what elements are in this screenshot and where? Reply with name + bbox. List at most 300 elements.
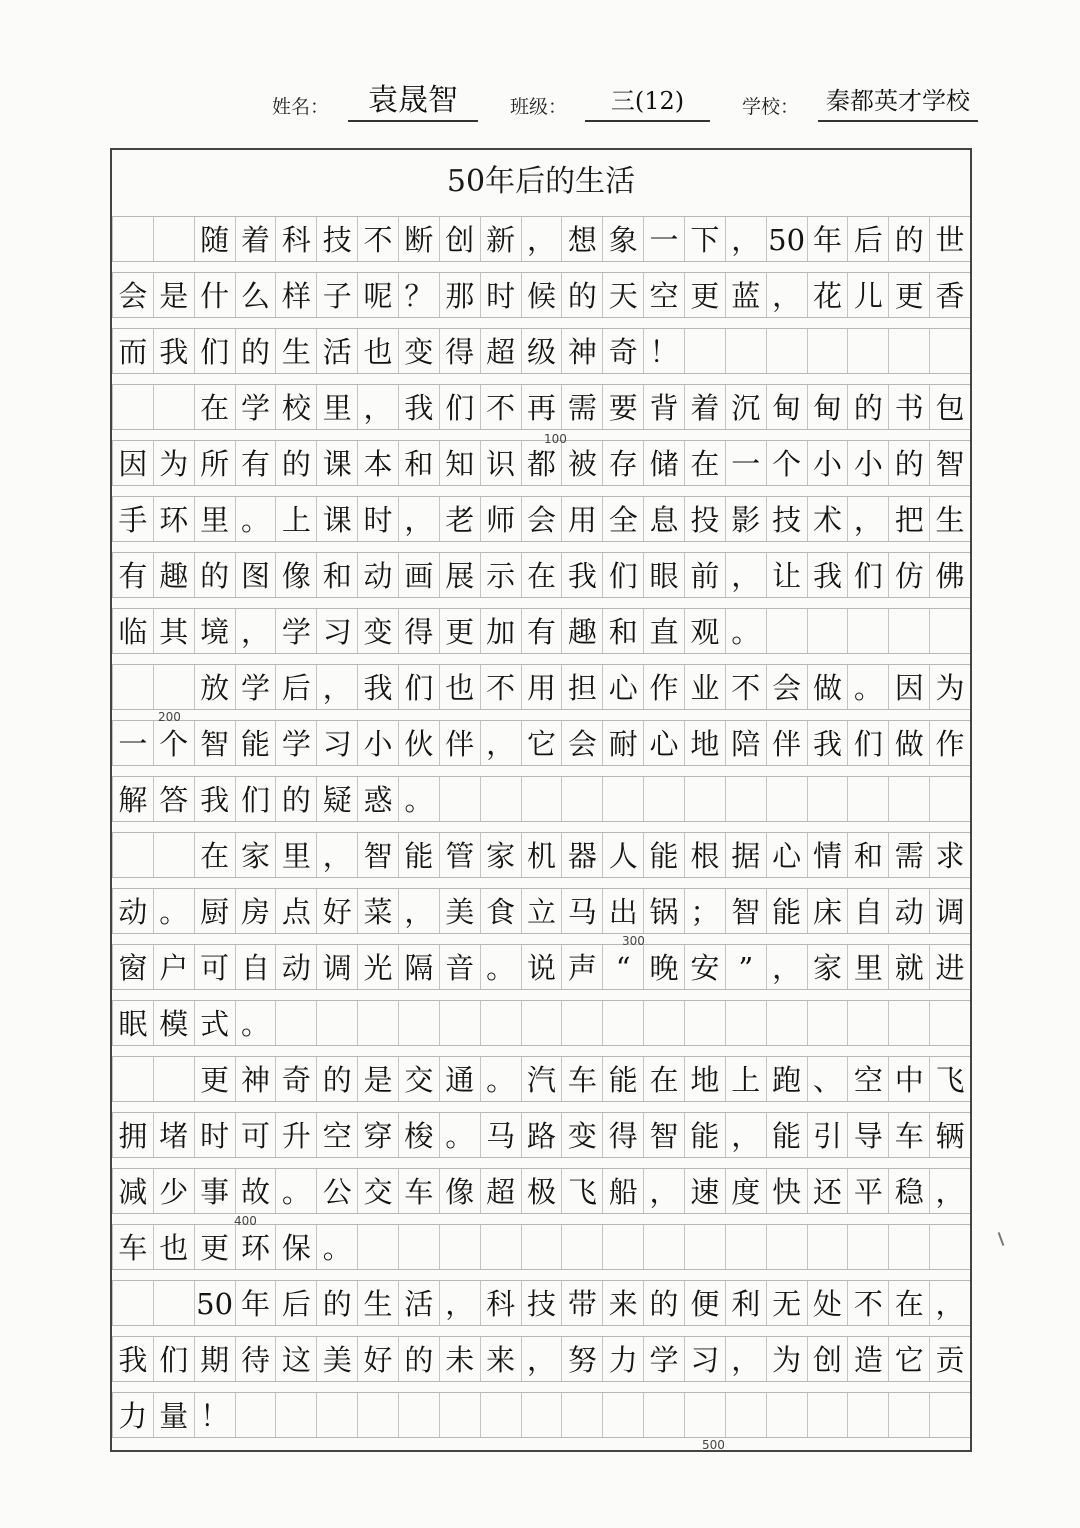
essay-line xyxy=(112,1056,970,1102)
grid-cell: 全 xyxy=(602,497,643,541)
grid-cell: 来 xyxy=(602,1281,643,1325)
grid-cell xyxy=(847,329,888,373)
grid-cell: 眠 xyxy=(112,1001,153,1045)
grid-cell: 。 xyxy=(480,945,521,989)
grid-cell xyxy=(766,609,807,653)
grid-cell: 能 xyxy=(235,721,276,765)
grid-cell: 神 xyxy=(561,329,602,373)
grid-cell: ？ xyxy=(398,273,439,317)
essay-line xyxy=(112,552,970,598)
grid-cell xyxy=(888,1393,929,1437)
essay-line xyxy=(112,1392,970,1438)
grid-cell: 也 xyxy=(439,665,480,709)
grid-cell: 我 xyxy=(153,329,194,373)
grid-cell xyxy=(153,1057,194,1101)
grid-cell: 自 xyxy=(235,945,276,989)
essay-line xyxy=(112,776,970,822)
grid-cell: 心 xyxy=(643,721,684,765)
grid-cell: 前 xyxy=(684,553,725,597)
grid-cell: 呢 xyxy=(357,273,398,317)
grid-cell: 科 xyxy=(480,1281,521,1325)
grid-cell xyxy=(357,1393,398,1437)
grid-cell: 和 xyxy=(316,553,357,597)
grid-cell: 储 xyxy=(643,441,684,485)
grid-cell: 智 xyxy=(643,1113,684,1157)
grid-cell: 包 xyxy=(929,385,970,429)
grid-cell: 汽 xyxy=(521,1057,562,1101)
grid-cell: 的 xyxy=(194,553,235,597)
essay-line xyxy=(112,216,970,262)
grid-cell: 的 xyxy=(888,441,929,485)
grid-cell: 贡 xyxy=(929,1337,970,1381)
grid-cell: 变 xyxy=(398,329,439,373)
grid-cell: 断 xyxy=(398,217,439,261)
grid-cell: 超 xyxy=(480,329,521,373)
grid-cell: 候 xyxy=(521,273,562,317)
grid-cell: 待 xyxy=(235,1337,276,1381)
grid-cell: 交 xyxy=(398,1057,439,1101)
grid-cell: 在 xyxy=(194,833,235,877)
grid-cell: ！ xyxy=(194,1393,235,1437)
grid-cell: 求 xyxy=(929,833,970,877)
grid-cell: 个 xyxy=(153,721,194,765)
grid-cell: 堵 xyxy=(153,1113,194,1157)
grid-cell: 书 xyxy=(888,385,929,429)
grid-cell: 厨 xyxy=(194,889,235,933)
grid-cell: 级 xyxy=(521,329,562,373)
grid-cell: 们 xyxy=(153,1337,194,1381)
grid-cell: 辆 xyxy=(929,1113,970,1157)
grid-cell: 的 xyxy=(888,217,929,261)
grid-cell xyxy=(153,385,194,429)
grid-cell xyxy=(439,777,480,821)
grid-cell: 生 xyxy=(929,497,970,541)
word-count-marker: 200 xyxy=(158,710,181,724)
grid-cell: 人 xyxy=(602,833,643,877)
grid-cell: 伙 xyxy=(398,721,439,765)
grid-cell: 。 xyxy=(480,1057,521,1101)
grid-cell: 和 xyxy=(602,609,643,653)
grid-cell: 奇 xyxy=(275,1057,316,1101)
grid-cell xyxy=(316,1001,357,1045)
grid-cell: 光 xyxy=(357,945,398,989)
grid-cell: 学 xyxy=(275,609,316,653)
essay-line xyxy=(112,608,970,654)
grid-cell: 造 xyxy=(847,1337,888,1381)
grid-cell xyxy=(888,609,929,653)
essay-line xyxy=(112,440,970,486)
grid-cell: 点 xyxy=(275,889,316,933)
grid-cell: 稳 xyxy=(888,1169,929,1213)
grid-cell: ， xyxy=(725,1113,766,1157)
grid-cell: “ xyxy=(602,945,643,989)
essay-line xyxy=(112,1336,970,1382)
grid-cell: 。 xyxy=(316,1225,357,1269)
grid-cell: 知 xyxy=(439,441,480,485)
grid-cell: 是 xyxy=(357,1057,398,1101)
grid-cell: 象 xyxy=(602,217,643,261)
grid-cell: 马 xyxy=(480,1113,521,1157)
grid-cell: 们 xyxy=(235,777,276,821)
grid-cell: 船 xyxy=(602,1169,643,1213)
grid-cell: 用 xyxy=(521,665,562,709)
grid-cell: 窗 xyxy=(112,945,153,989)
grid-cell: 存 xyxy=(602,441,643,485)
grid-cell: 时 xyxy=(357,497,398,541)
grid-cell: 答 xyxy=(153,777,194,821)
grid-cell: 画 xyxy=(398,553,439,597)
grid-cell: 奇 xyxy=(602,329,643,373)
grid-cell: 音 xyxy=(439,945,480,989)
grid-cell: 着 xyxy=(235,217,276,261)
grid-cell: 学 xyxy=(235,385,276,429)
grid-cell: 让 xyxy=(766,553,807,597)
grid-cell: 小 xyxy=(357,721,398,765)
grid-cell xyxy=(684,1393,725,1437)
grid-cell: 其 xyxy=(153,609,194,653)
grid-cell: 更 xyxy=(684,273,725,317)
grid-cell: 我 xyxy=(112,1337,153,1381)
grid-cell xyxy=(153,217,194,261)
grid-cell: 而 xyxy=(112,329,153,373)
grid-cell: 。 xyxy=(398,777,439,821)
grid-cell: 技 xyxy=(766,497,807,541)
grid-cell: 们 xyxy=(398,665,439,709)
grid-cell: 50 xyxy=(766,217,807,261)
grid-cell xyxy=(561,777,602,821)
grid-cell: ， xyxy=(357,385,398,429)
grid-cell: 在 xyxy=(684,441,725,485)
grid-cell: 环 xyxy=(235,1225,276,1269)
grid-cell: 佛 xyxy=(929,553,970,597)
grid-cell: 有 xyxy=(235,441,276,485)
grid-cell: 。 xyxy=(153,889,194,933)
school-label: 学校： xyxy=(742,96,800,118)
grid-cell xyxy=(643,777,684,821)
grid-cell: 做 xyxy=(888,721,929,765)
grid-cell: 趣 xyxy=(153,553,194,597)
grid-cell xyxy=(766,1225,807,1269)
grid-cell: 器 xyxy=(561,833,602,877)
grid-cell: 得 xyxy=(398,609,439,653)
grid-cell: 中 xyxy=(888,1057,929,1101)
grid-cell: 地 xyxy=(684,721,725,765)
grid-cell: 也 xyxy=(153,1225,194,1269)
grid-cell: 拥 xyxy=(112,1113,153,1157)
grid-cell xyxy=(847,777,888,821)
grid-cell xyxy=(521,1001,562,1045)
grid-cell: 安 xyxy=(684,945,725,989)
essay-line xyxy=(112,328,970,374)
grid-cell: 我 xyxy=(807,553,848,597)
grid-cell: 的 xyxy=(398,1337,439,1381)
grid-cell: 香 xyxy=(929,273,970,317)
grid-cell xyxy=(112,833,153,877)
grid-cell: 们 xyxy=(847,553,888,597)
grid-cell: 想 xyxy=(561,217,602,261)
grid-cell xyxy=(480,1393,521,1437)
grid-cell: 们 xyxy=(602,553,643,597)
grid-cell: 们 xyxy=(847,721,888,765)
essay-line xyxy=(112,888,970,934)
grid-cell: 下 xyxy=(684,217,725,261)
grid-cell xyxy=(643,1225,684,1269)
grid-cell: 不 xyxy=(725,665,766,709)
grid-cell: 里 xyxy=(275,833,316,877)
grid-cell: 技 xyxy=(521,1281,562,1325)
grid-cell xyxy=(275,1393,316,1437)
essay-line xyxy=(112,1224,970,1270)
grid-cell xyxy=(561,1001,602,1045)
grid-cell: 不 xyxy=(480,665,521,709)
grid-cell: 动 xyxy=(357,553,398,597)
grid-cell xyxy=(807,1225,848,1269)
grid-cell: 事 xyxy=(194,1169,235,1213)
grid-cell: 能 xyxy=(643,833,684,877)
grid-cell: 为 xyxy=(153,441,194,485)
grid-cell: 能 xyxy=(766,1113,807,1157)
grid-cell: 可 xyxy=(235,1113,276,1157)
grid-cell: ， xyxy=(316,833,357,877)
grid-cell: 会 xyxy=(521,497,562,541)
grid-cell: 有 xyxy=(112,553,153,597)
grid-cell xyxy=(521,1393,562,1437)
grid-cell: 管 xyxy=(439,833,480,877)
grid-cell: 平 xyxy=(847,1169,888,1213)
name-label: 姓名： xyxy=(272,96,330,118)
grid-cell: 学 xyxy=(275,721,316,765)
grid-cell xyxy=(807,777,848,821)
grid-cell: 美 xyxy=(316,1337,357,1381)
grid-cell: 根 xyxy=(684,833,725,877)
grid-cell: 房 xyxy=(235,889,276,933)
grid-cell: 年 xyxy=(807,217,848,261)
grid-cell: 活 xyxy=(316,329,357,373)
grid-cell: 的 xyxy=(316,1057,357,1101)
grid-cell: 像 xyxy=(439,1169,480,1213)
grid-cell: ， xyxy=(398,497,439,541)
grid-cell: 家 xyxy=(807,945,848,989)
grid-cell: 出 xyxy=(602,889,643,933)
grid-cell: 的 xyxy=(847,385,888,429)
grid-cell: 里 xyxy=(316,385,357,429)
grid-cell xyxy=(439,1001,480,1045)
grid-cell: 声 xyxy=(561,945,602,989)
grid-cell xyxy=(725,329,766,373)
grid-cell: ， xyxy=(929,1281,970,1325)
grid-cell: 智 xyxy=(194,721,235,765)
grid-cell: 陪 xyxy=(725,721,766,765)
essay-line xyxy=(112,1000,970,1046)
grid-cell: ！ xyxy=(643,329,684,373)
grid-cell: 的 xyxy=(235,329,276,373)
grid-cell: 我 xyxy=(194,777,235,821)
grid-cell: 天 xyxy=(602,273,643,317)
grid-cell: 菜 xyxy=(357,889,398,933)
grid-cell: 。 xyxy=(725,609,766,653)
grid-cell: ， xyxy=(766,273,807,317)
grid-cell: 速 xyxy=(684,1169,725,1213)
grid-cell: 在 xyxy=(888,1281,929,1325)
grid-cell: 就 xyxy=(888,945,929,989)
grid-cell xyxy=(929,1001,970,1045)
grid-cell: 疑 xyxy=(316,777,357,821)
grid-cell: ； xyxy=(684,889,725,933)
grid-cell xyxy=(807,329,848,373)
grid-cell: 力 xyxy=(602,1337,643,1381)
grid-cell: 习 xyxy=(684,1337,725,1381)
grid-cell: 什 xyxy=(194,273,235,317)
grid-cell xyxy=(725,777,766,821)
grid-cell: 家 xyxy=(480,833,521,877)
grid-cell xyxy=(480,1001,521,1045)
grid-cell: 的 xyxy=(316,1281,357,1325)
grid-cell: 动 xyxy=(888,889,929,933)
grid-cell: 再 xyxy=(521,385,562,429)
grid-cell xyxy=(357,1001,398,1045)
essay-title: 50年后的生活 xyxy=(446,164,636,199)
essay-line xyxy=(112,1168,970,1214)
grid-cell: ， xyxy=(235,609,276,653)
grid-cell: 创 xyxy=(807,1337,848,1381)
grid-cell xyxy=(480,777,521,821)
grid-cell: 调 xyxy=(316,945,357,989)
grid-cell xyxy=(561,1225,602,1269)
grid-cell: 趣 xyxy=(561,609,602,653)
grid-cell: 更 xyxy=(888,273,929,317)
grid-cell: 车 xyxy=(112,1225,153,1269)
grid-cell: 我 xyxy=(807,721,848,765)
composition-sheet xyxy=(110,148,972,1452)
grid-cell: 力 xyxy=(112,1393,153,1437)
grid-cell: 小 xyxy=(847,441,888,485)
grid-cell xyxy=(929,609,970,653)
grid-cell: 引 xyxy=(807,1113,848,1157)
grid-cell: 处 xyxy=(807,1281,848,1325)
grid-cell: 家 xyxy=(235,833,276,877)
grid-cell: 生 xyxy=(275,329,316,373)
grid-cell: 甸 xyxy=(766,385,807,429)
grid-cell: 期 xyxy=(194,1337,235,1381)
grid-cell: 进 xyxy=(929,945,970,989)
grid-cell xyxy=(235,1393,276,1437)
essay-line xyxy=(112,1112,970,1158)
grid-cell: ， xyxy=(725,1337,766,1381)
grid-cell: 识 xyxy=(480,441,521,485)
grid-cell xyxy=(602,1001,643,1045)
grid-cell: 惑 xyxy=(357,777,398,821)
grid-cell: 说 xyxy=(521,945,562,989)
grid-cell: 。 xyxy=(275,1169,316,1213)
grid-cell: 它 xyxy=(888,1337,929,1381)
grid-cell: 眼 xyxy=(643,553,684,597)
grid-cell: 便 xyxy=(684,1281,725,1325)
grid-cell: 观 xyxy=(684,609,725,653)
grid-cell: 作 xyxy=(929,721,970,765)
grid-cell: 作 xyxy=(643,665,684,709)
grid-cell xyxy=(112,385,153,429)
grid-cell xyxy=(480,1225,521,1269)
grid-cell: 的 xyxy=(275,777,316,821)
grid-cell: 动 xyxy=(112,889,153,933)
grid-cell xyxy=(929,1393,970,1437)
grid-cell xyxy=(439,1225,480,1269)
grid-cell: 食 xyxy=(480,889,521,933)
grid-cell: 习 xyxy=(316,721,357,765)
grid-cell: 更 xyxy=(194,1057,235,1101)
grid-cell xyxy=(275,1001,316,1045)
grid-cell: 会 xyxy=(112,273,153,317)
essay-line xyxy=(112,384,970,430)
grid-cell: 式 xyxy=(194,1001,235,1045)
grid-cell: 车 xyxy=(561,1057,602,1101)
grid-cell: 创 xyxy=(439,217,480,261)
grid-cell: 投 xyxy=(684,497,725,541)
grid-cell: 快 xyxy=(766,1169,807,1213)
grid-cell: ， xyxy=(521,1337,562,1381)
header xyxy=(0,78,1080,128)
grid-cell: ， xyxy=(766,945,807,989)
grid-cell xyxy=(112,217,153,261)
grid-cell: 示 xyxy=(480,553,521,597)
grid-cell: ， xyxy=(643,1169,684,1213)
grid-cell xyxy=(888,777,929,821)
grid-cell: 环 xyxy=(153,497,194,541)
grid-cell: 伴 xyxy=(439,721,480,765)
grid-cell: 户 xyxy=(153,945,194,989)
essay-line xyxy=(112,272,970,318)
grid-cell: 神 xyxy=(235,1057,276,1101)
grid-cell: 故 xyxy=(235,1169,276,1213)
grid-cell: 术 xyxy=(807,497,848,541)
grid-cell: 智 xyxy=(929,441,970,485)
grid-cell xyxy=(398,1001,439,1045)
grid-cell: 能 xyxy=(398,833,439,877)
grid-cell: 不 xyxy=(357,217,398,261)
grid-cell: ， xyxy=(521,217,562,261)
word-count-marker: 300 xyxy=(622,934,645,948)
grid-cell: 的 xyxy=(275,441,316,485)
grid-cell: 动 xyxy=(275,945,316,989)
grid-cell: 能 xyxy=(766,889,807,933)
grid-cell: 自 xyxy=(847,889,888,933)
grid-cell: 地 xyxy=(684,1057,725,1101)
grid-cell: 习 xyxy=(316,609,357,653)
grid-cell: ， xyxy=(725,217,766,261)
grid-cell: 美 xyxy=(439,889,480,933)
grid-cell: 展 xyxy=(439,553,480,597)
grid-cell: 还 xyxy=(807,1169,848,1213)
grid-cell: 变 xyxy=(357,609,398,653)
grid-cell: 我 xyxy=(561,553,602,597)
grid-cell: 会 xyxy=(766,665,807,709)
grid-cell xyxy=(561,1393,602,1437)
essay-line xyxy=(112,496,970,542)
grid-cell: 像 xyxy=(275,553,316,597)
grid-cell: 需 xyxy=(888,833,929,877)
grid-cell: 。 xyxy=(235,1001,276,1045)
grid-cell: 为 xyxy=(766,1337,807,1381)
grid-cell: 那 xyxy=(439,273,480,317)
grid-cell: 得 xyxy=(602,1113,643,1157)
grid-cell: 车 xyxy=(398,1169,439,1213)
name-value: 袁晟智 xyxy=(348,82,478,122)
grid-cell xyxy=(807,1001,848,1045)
grid-cell: 儿 xyxy=(847,273,888,317)
grid-cell: 个 xyxy=(766,441,807,485)
grid-cell: 们 xyxy=(194,329,235,373)
grid-cell: 更 xyxy=(439,609,480,653)
